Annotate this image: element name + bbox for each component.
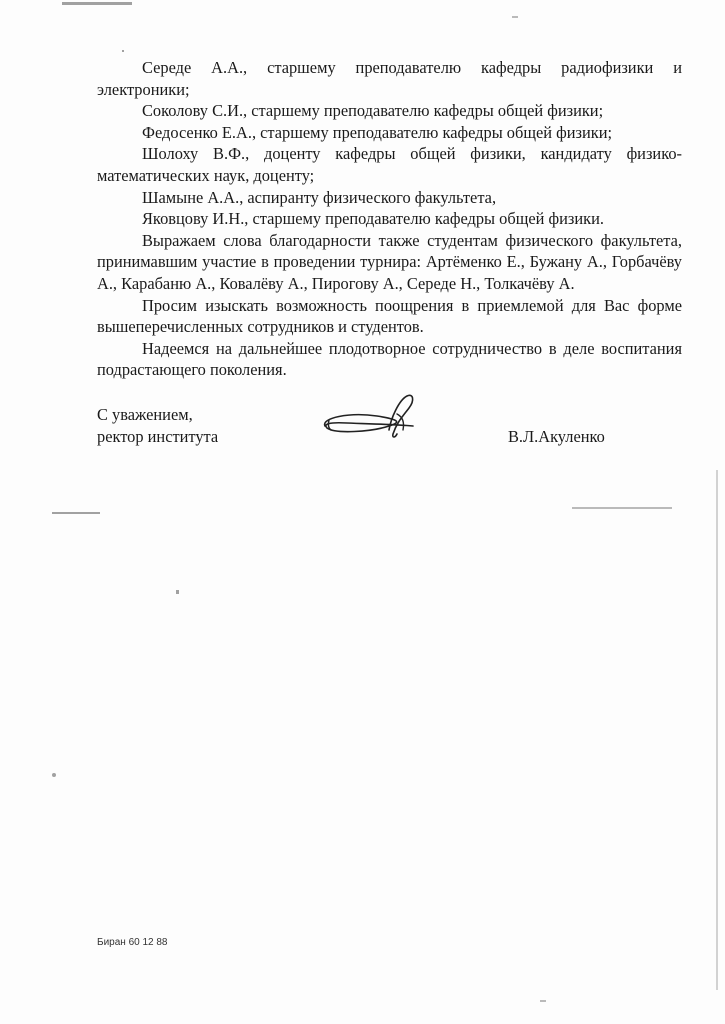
executor-note: Биран 60 12 88: [97, 937, 168, 948]
scan-mark-right: [572, 507, 672, 509]
closing: [97, 404, 218, 447]
paragraph: Выражаем слова благодарности также студентам физического факультета, принимавшим участие в проведении турнира: Артёменко Е., Бужану А., Горбачёву А., Карабаню А., Ковалёву А., Пирогову А., Середе Н., Толкачёву А.: [97, 230, 682, 293]
closing-regards: С уважением,: [97, 405, 193, 424]
handwritten-signature-icon: [319, 390, 429, 450]
signer-title: ректор института: [97, 426, 219, 446]
scan-dot: [122, 50, 124, 52]
scan-mark-left: [52, 512, 100, 514]
paragraph: Середе А.А., старшему преподавателю кафедры радиофизики и электроники;: [97, 58, 682, 99]
paragraph: Шолоху В.Ф., доценту кафедры общей физики, кандидату физико-математических наук, доценту;: [97, 144, 682, 185]
scan-dot: [52, 773, 56, 777]
scan-mark-top: [62, 2, 132, 5]
scan-dot: [540, 1000, 546, 1002]
paragraph: Федосенко Е.А., старшему преподавателю кафедры общей физики;: [142, 122, 613, 142]
signer-name: В.Л.Акуленко: [508, 427, 605, 446]
paragraph: Надеемся на дальнейшее плодотворное сотрудничество в деле воспитания подрастающего поколения.: [97, 338, 682, 380]
paragraph: Яковцову И.Н., старшему преподавателю кафедры общей физики.: [142, 209, 604, 229]
letter-body: [97, 57, 682, 381]
paragraph: Соколову С.И., старшему преподавателю кафедры общей физики;: [142, 101, 604, 121]
paragraph: Шамыне А.А., аспиранту физического факультета,: [142, 187, 497, 207]
signature-block: [97, 404, 682, 454]
scan-mark-edge: [716, 470, 718, 990]
scan-dot: [176, 590, 179, 594]
scan-dot: [512, 16, 518, 18]
paragraph: Просим изыскать возможность поощрения в приемлемой для Вас форме вышеперечисленных сотрудников и студентов.: [97, 295, 682, 337]
